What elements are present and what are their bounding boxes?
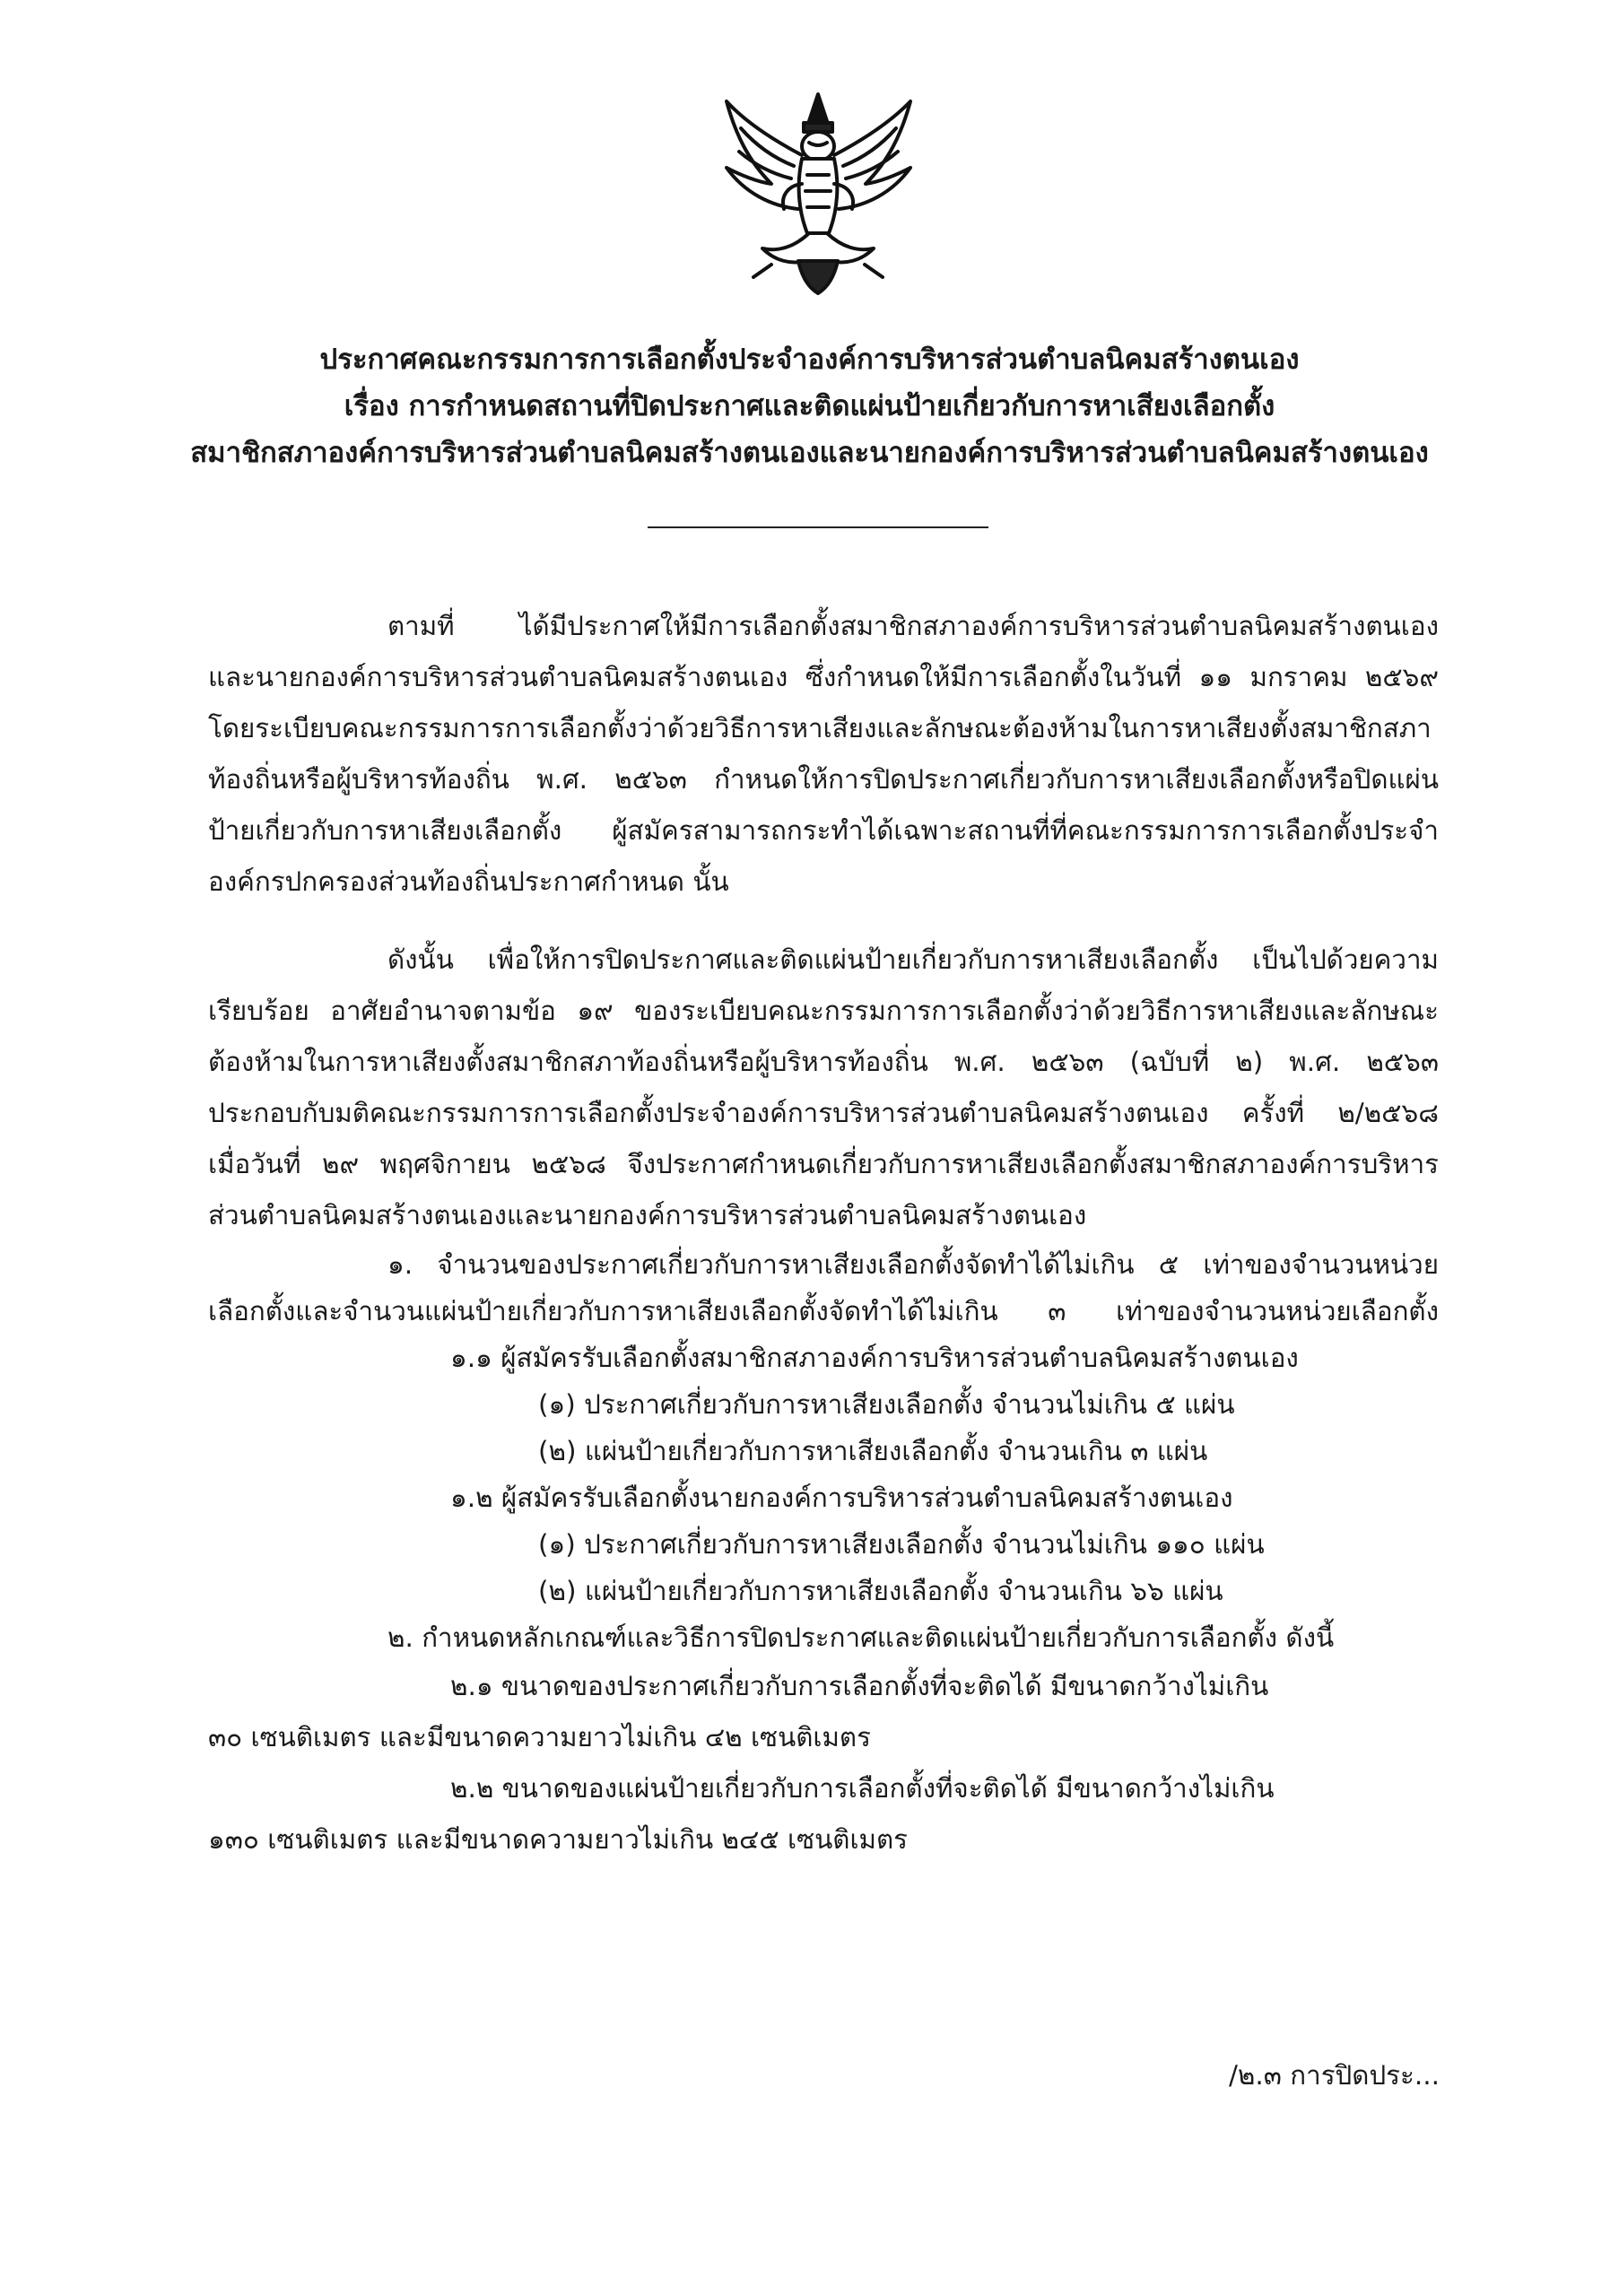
paragraph-1 bbox=[208, 601, 1439, 908]
paragraph-line: ประกอบกับมติคณะกรรมการการเลือกตั้งประจำองค์การบริหารส่วนตำบลนิคมสร้างตนเอง ครั้งที่ ๒/๒๕๖๘ bbox=[208, 1098, 1439, 1128]
section-1-line-2: เลือกตั้งและจำนวนแผ่นป้ายเกี่ยวกับการหาเสียงเลือกตั้งจัดทำได้ไม่เกิน ๓ เท่าของจำนวนหน่วยเลือกตั้ง bbox=[208, 1296, 1439, 1326]
paragraph-line: ตามที่ ได้มีประกาศให้มีการเลือกตั้งสมาชิกสภาองค์การบริหารส่วนตำบลนิคมสร้างตนเอง bbox=[387, 611, 1439, 641]
title-line-3: สมาชิกสภาองค์การบริหารส่วนตำบลนิคมสร้างตนเองและนายกองค์การบริหารส่วนตำบลนิคมสร้างตนเอง bbox=[190, 437, 1429, 469]
section-1-1-heading: ๑.๑ ผู้สมัครรับเลือกตั้งสมาชิกสภาองค์การบริหารส่วนตำบลนิคมสร้างตนเอง bbox=[450, 1343, 1299, 1373]
paragraph-line: โดยระเบียบคณะกรรมการการเลือกตั้งว่าด้วยวิธีการหาเสียงและลักษณะต้องห้ามในการหาเสียงตั้งสมาชิกสภา bbox=[208, 713, 1432, 744]
announcement-title bbox=[135, 336, 1484, 476]
paragraph-line: และนายกองค์การบริหารส่วนตำบลนิคมสร้างตนเอง ซึ่งกำหนดให้มีการเลือกตั้งในวันที่ ๑๑ มกราคม ๒๕๖๙ bbox=[208, 662, 1439, 692]
paragraph-line: ป้ายเกี่ยวกับการหาเสียงเลือกตั้ง ผู้สมัครสามารถกระทำได้เฉพาะสถานที่ที่คณะกรรมการการเลือกตั้งประจำ bbox=[208, 815, 1439, 846]
section-1-1-item-2: (๒) แผ่นป้ายเกี่ยวกับการหาเสียงเลือกตั้ง จำนวนเกิน ๓ แผ่น bbox=[538, 1436, 1208, 1466]
section-1-1-item-1: (๑) ประกาศเกี่ยวกับการหาเสียงเลือกตั้ง จำนวนไม่เกิน ๕ แผ่น bbox=[538, 1389, 1235, 1420]
section-1-2-item-1: (๑) ประกาศเกี่ยวกับการหาเสียงเลือกตั้ง จำนวนไม่เกิน ๑๑๐ แผ่น bbox=[538, 1529, 1265, 1560]
paragraph-line: ดังนั้น เพื่อให้การปิดประกาศและติดแผ่นป้ายเกี่ยวกับการหาเสียงเลือกตั้ง เป็นไปด้วยความ bbox=[387, 944, 1439, 975]
garuda-emblem-icon bbox=[709, 85, 928, 300]
paragraph-line: ส่วนตำบลนิคมสร้างตนเองและนายกองค์การบริหารส่วนตำบลนิคมสร้างตนเอง bbox=[208, 1200, 1087, 1231]
section-1-line-1: ๑. จำนวนของประกาศเกี่ยวกับการหาเสียงเลือกตั้งจัดทำได้ไม่เกิน ๕ เท่าของจำนวนหน่วย bbox=[387, 1249, 1439, 1280]
paragraph-line: ท้องถิ่นหรือผู้บริหารท้องถิ่น พ.ศ. ๒๕๖๓ กำหนดให้การปิดประกาศเกี่ยวกับการหาเสียงเลือกตั้งหรือปิดแผ่น bbox=[208, 764, 1439, 795]
section-1-2-heading: ๑.๒ ผู้สมัครรับเลือกตั้งนายกองค์การบริหารส่วนตำบลนิคมสร้างตนเอง bbox=[450, 1483, 1233, 1513]
document-body bbox=[208, 601, 1439, 1866]
title-divider bbox=[648, 526, 988, 528]
section-2-2-line-2: ๑๓๐ เซนติเมตร และมีขนาดความยาวไม่เกิน ๒๔๕ เซนติเมตร bbox=[208, 1824, 908, 1855]
section-1-2-item-2: (๒) แผ่นป้ายเกี่ยวกับการหาเสียงเลือกตั้ง จำนวนเกิน ๖๖ แผ่น bbox=[538, 1576, 1223, 1606]
title-line-1: ประกาศคณะกรรมการการเลือกตั้งประจำองค์การบริหารส่วนตำบลนิคมสร้างตนเอง bbox=[319, 344, 1300, 376]
continuation-note: /๒.๓ การปิดประ... bbox=[1228, 2060, 1440, 2091]
paragraph-line: องค์กรปกครองส่วนท้องถิ่นประกาศกำหนด นั้น bbox=[208, 866, 729, 897]
section-2-line-1: ๒. กำหนดหลักเกณฑ์และวิธีการปิดประกาศและติดแผ่นป้ายเกี่ยวกับการเลือกตั้ง ดังนี้ bbox=[387, 1622, 1335, 1653]
paragraph-line: ต้องห้ามในการหาเสียงตั้งสมาชิกสภาท้องถิ่นหรือผู้บริหารท้องถิ่น พ.ศ. ๒๕๖๓ (ฉบับที่ ๒) พ.ศ. ๒๕๖๓ bbox=[208, 1047, 1439, 1077]
section-2-1-line-2: ๓๐ เซนติเมตร และมีขนาดความยาวไม่เกิน ๔๒ เซนติเมตร bbox=[208, 1722, 871, 1752]
title-line-2: เรื่อง การกำหนดสถานที่ปิดประกาศและติดแผ่นป้ายเกี่ยวกับการหาเสียงเลือกตั้ง bbox=[344, 390, 1275, 422]
paragraph-line: เรียบร้อย อาศัยอำนาจตามข้อ ๑๙ ของระเบียบคณะกรรมการการเลือกตั้งว่าด้วยวิธีการหาเสียงและลักษณะ bbox=[208, 996, 1439, 1026]
section-2-2-line-1: ๒.๒ ขนาดของแผ่นป้ายเกี่ยวกับการเลือกตั้งที่จะติดได้ มีขนาดกว้างไม่เกิน bbox=[450, 1773, 1275, 1804]
paragraph-2 bbox=[208, 935, 1439, 1241]
section-1 bbox=[208, 1241, 1439, 1614]
paragraph-line: เมื่อวันที่ ๒๙ พฤศจิกายน ๒๕๖๘ จึงประกาศกำหนดเกี่ยวกับการหาเสียงเลือกตั้งสมาชิกสภาองค์การบริหาร bbox=[208, 1149, 1439, 1179]
section-2 bbox=[208, 1614, 1439, 1866]
section-2-1-line-1: ๒.๑ ขนาดของประกาศเกี่ยวกับการเลือกตั้งที่จะติดได้ มีขนาดกว้างไม่เกิน bbox=[450, 1671, 1269, 1701]
